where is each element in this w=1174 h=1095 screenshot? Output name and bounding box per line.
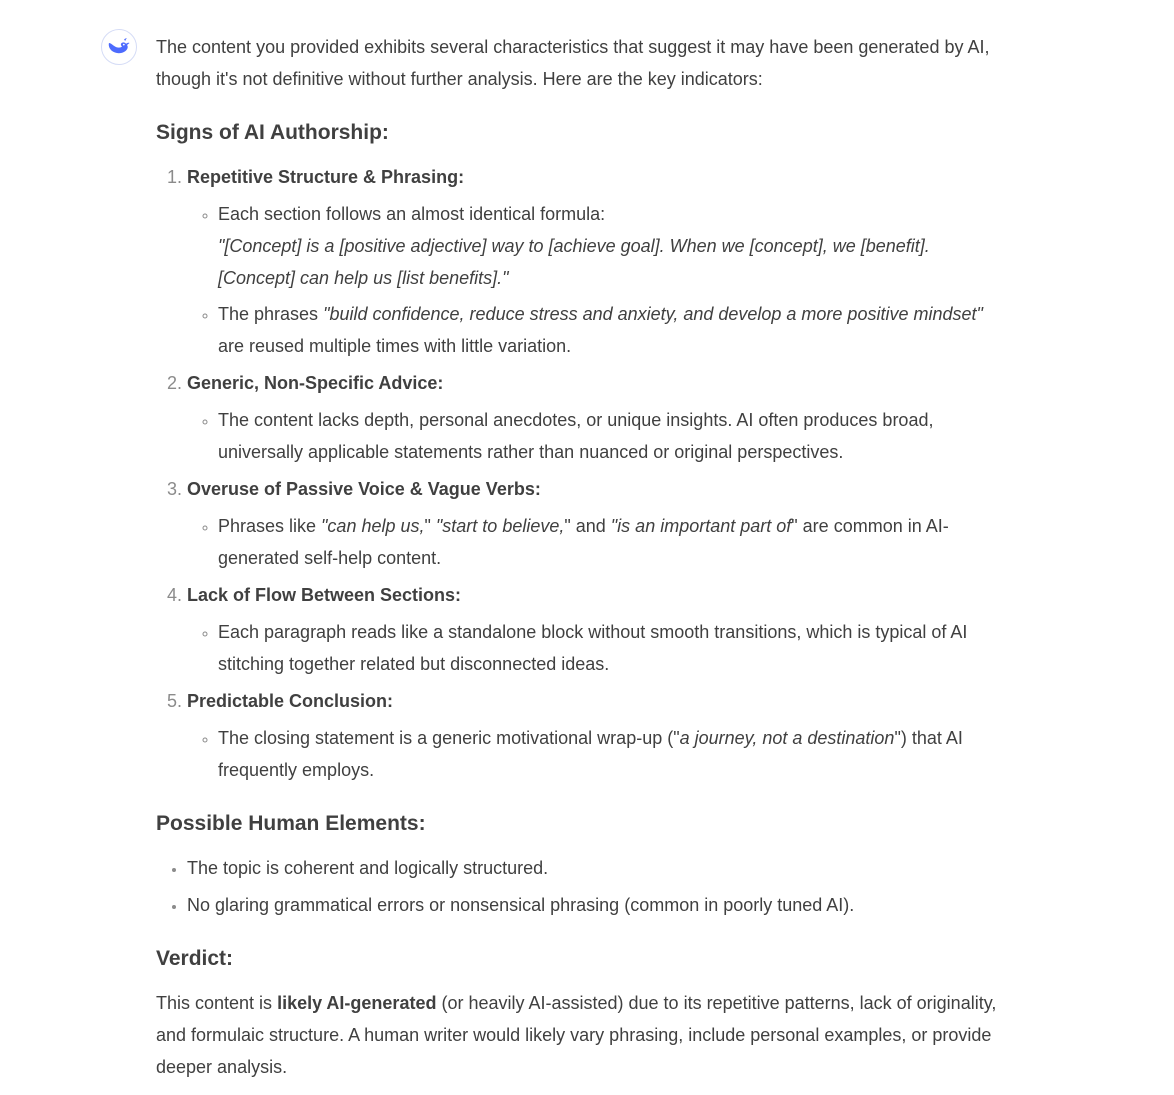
- intro-paragraph: The content you provided exhibits several characteristics that suggest it may have been generated by AI, though it's not definitive without further analysis. Here are the key indicators:: [156, 37, 990, 89]
- item-text: are reused multiple times with little variation.: [218, 336, 572, 356]
- whale-logo-icon: [107, 37, 131, 57]
- list-item: [187, 473, 1006, 574]
- signs-list: [156, 161, 1006, 786]
- item-text: Phrases like: [218, 516, 322, 536]
- verdict-paragraph: [156, 987, 1006, 1083]
- sub-list: [187, 510, 1006, 574]
- list-item: • No glaring grammatical errors or nonsensical phrasing (common in poorly tuned AI).: [187, 889, 1006, 921]
- item-title: Overuse of Passive Voice & Vague Verbs:: [187, 479, 541, 499]
- item-text: The closing statement is a generic motivational wrap-up (": [218, 728, 680, 748]
- item-text: " and: [564, 516, 611, 536]
- item-title: Predictable Conclusion:: [187, 691, 394, 711]
- human-heading: Possible Human Elements:: [156, 812, 426, 835]
- sub-list-item: [218, 298, 1006, 362]
- list-item: [187, 161, 1006, 362]
- list-item: [187, 579, 1006, 680]
- sub-list-item: [218, 198, 1006, 294]
- sub-list-item: ◦ The content lacks depth, personal anecdotes, or unique insights. AI often produces broad, universally applicable statements rather than nuanced or original perspectives.: [218, 404, 1006, 468]
- sub-list: [187, 198, 1006, 362]
- assistant-message: [156, 31, 1006, 1083]
- quote-text: a journey, not a destination: [679, 728, 895, 748]
- verdict-text: This content is: [156, 993, 278, 1013]
- quote-text: "can help us,: [321, 516, 425, 536]
- quote-text: "build confidence, reduce stress and anxiety, and develop a more positive mindset": [323, 304, 983, 324]
- list-item: [187, 685, 1006, 786]
- quote-text: "is an important part of: [610, 516, 792, 536]
- verdict-heading: Verdict:: [156, 947, 234, 970]
- human-list: [156, 852, 1006, 921]
- item-text: " are common in AI-generated self-help content.: [218, 516, 949, 568]
- item-text: ": [424, 516, 436, 536]
- list-item: [187, 367, 1006, 468]
- assistant-avatar: [101, 29, 137, 65]
- sub-list-item: [218, 722, 1006, 786]
- quote-text: "[Concept] is a [positive adjective] way to [achieve goal]. When we [concept], we [benefit]. [Concept] can help us [list benefits].": [218, 236, 930, 288]
- sub-list-item: ◦ Each paragraph reads like a standalone block without smooth transitions, which is typical of AI stitching together related but disconnected ideas.: [218, 616, 1006, 680]
- item-title: Lack of Flow Between Sections:: [187, 585, 462, 605]
- item-text: Each section follows an almost identical formula:: [218, 204, 606, 224]
- verdict-text: (or heavily AI-assisted) due to its repetitive patterns, lack of originality, and formulaic structure. A human writer would likely vary phrasing, include personal examples, or provide deeper analysis.: [156, 993, 997, 1077]
- item-title: Generic, Non-Specific Advice:: [187, 373, 444, 393]
- sub-list: [187, 722, 1006, 786]
- list-item: • The topic is coherent and logically structured.: [187, 852, 1006, 884]
- signs-heading: Signs of AI Authorship:: [156, 121, 389, 144]
- verdict-bold: likely AI-generated: [277, 993, 437, 1013]
- sub-list: [187, 616, 1006, 680]
- quote-text: "start to believe,: [435, 516, 565, 536]
- item-text: The phrases: [218, 304, 324, 324]
- sub-list: [187, 404, 1006, 468]
- item-text: ") that AI frequently employs.: [218, 728, 963, 780]
- sub-list-item: [218, 510, 1006, 574]
- item-title: Repetitive Structure & Phrasing:: [187, 167, 465, 187]
